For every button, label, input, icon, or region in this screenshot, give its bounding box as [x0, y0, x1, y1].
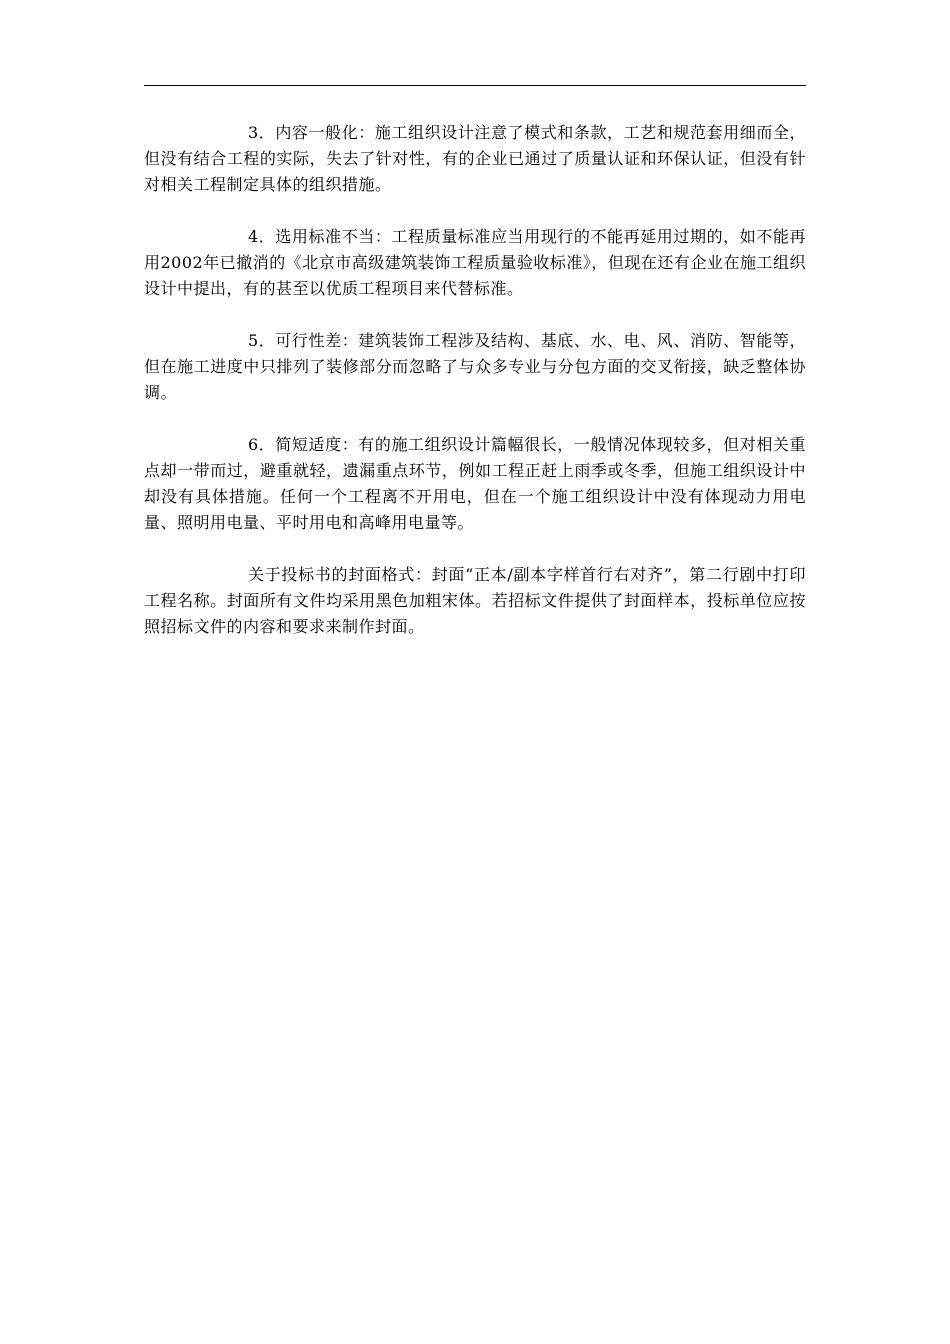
document-body: [144, 120, 806, 666]
paragraph-cover-format: 关于投标书的封面格式：封面“正本/副本字样首行右对齐”，第二行剧中打印工程名称。封面所有文件均采用黑色加粗宋体。若招标文件提供了封面样本，投标单位应按照招标文件的内容和要求来制作封面。: [144, 565, 806, 636]
paragraph-brevity: 6．简短适度：有的施工组织设计篇幅很长，一般情况体现较多，但对相关重点却一带而过，避重就轻，遗漏重点环节，例如工程正赶上雨季或冬季，但施工组织设计中却没有具体措施。任何一个工程离不开用电，但在一个施工组织设计中没有体现动力用电量、照明用电量、平时用电和高峰用电量等。: [144, 435, 806, 532]
paragraph-content-generalization: 3．内容一般化：施工组织设计注意了模式和条款，工艺和规范套用细而全，但没有结合工程的实际，失去了针对性，有的企业已通过了质量认证和环保认证，但没有针对相关工程制定具体的组织措施。: [144, 123, 806, 194]
paragraph-improper-standards: 4．选用标准不当：工程质量标准应当用现行的不能再延用过期的，如不能再用2002年已撤消的《北京市高级建筑装饰工程质量验收标准》，但现在还有企业在施工组织设计中提出，有的甚至以优质工程项目来代替标准。: [144, 227, 806, 298]
header-rule: [144, 85, 806, 86]
paragraph-poor-feasibility: 5．可行性差：建筑装饰工程涉及结构、基底、水、电、风、消防、智能等，但在施工进度中只排列了装修部分而忽略了与众多专业与分包方面的交叉衔接，缺乏整体协调。: [144, 331, 806, 402]
